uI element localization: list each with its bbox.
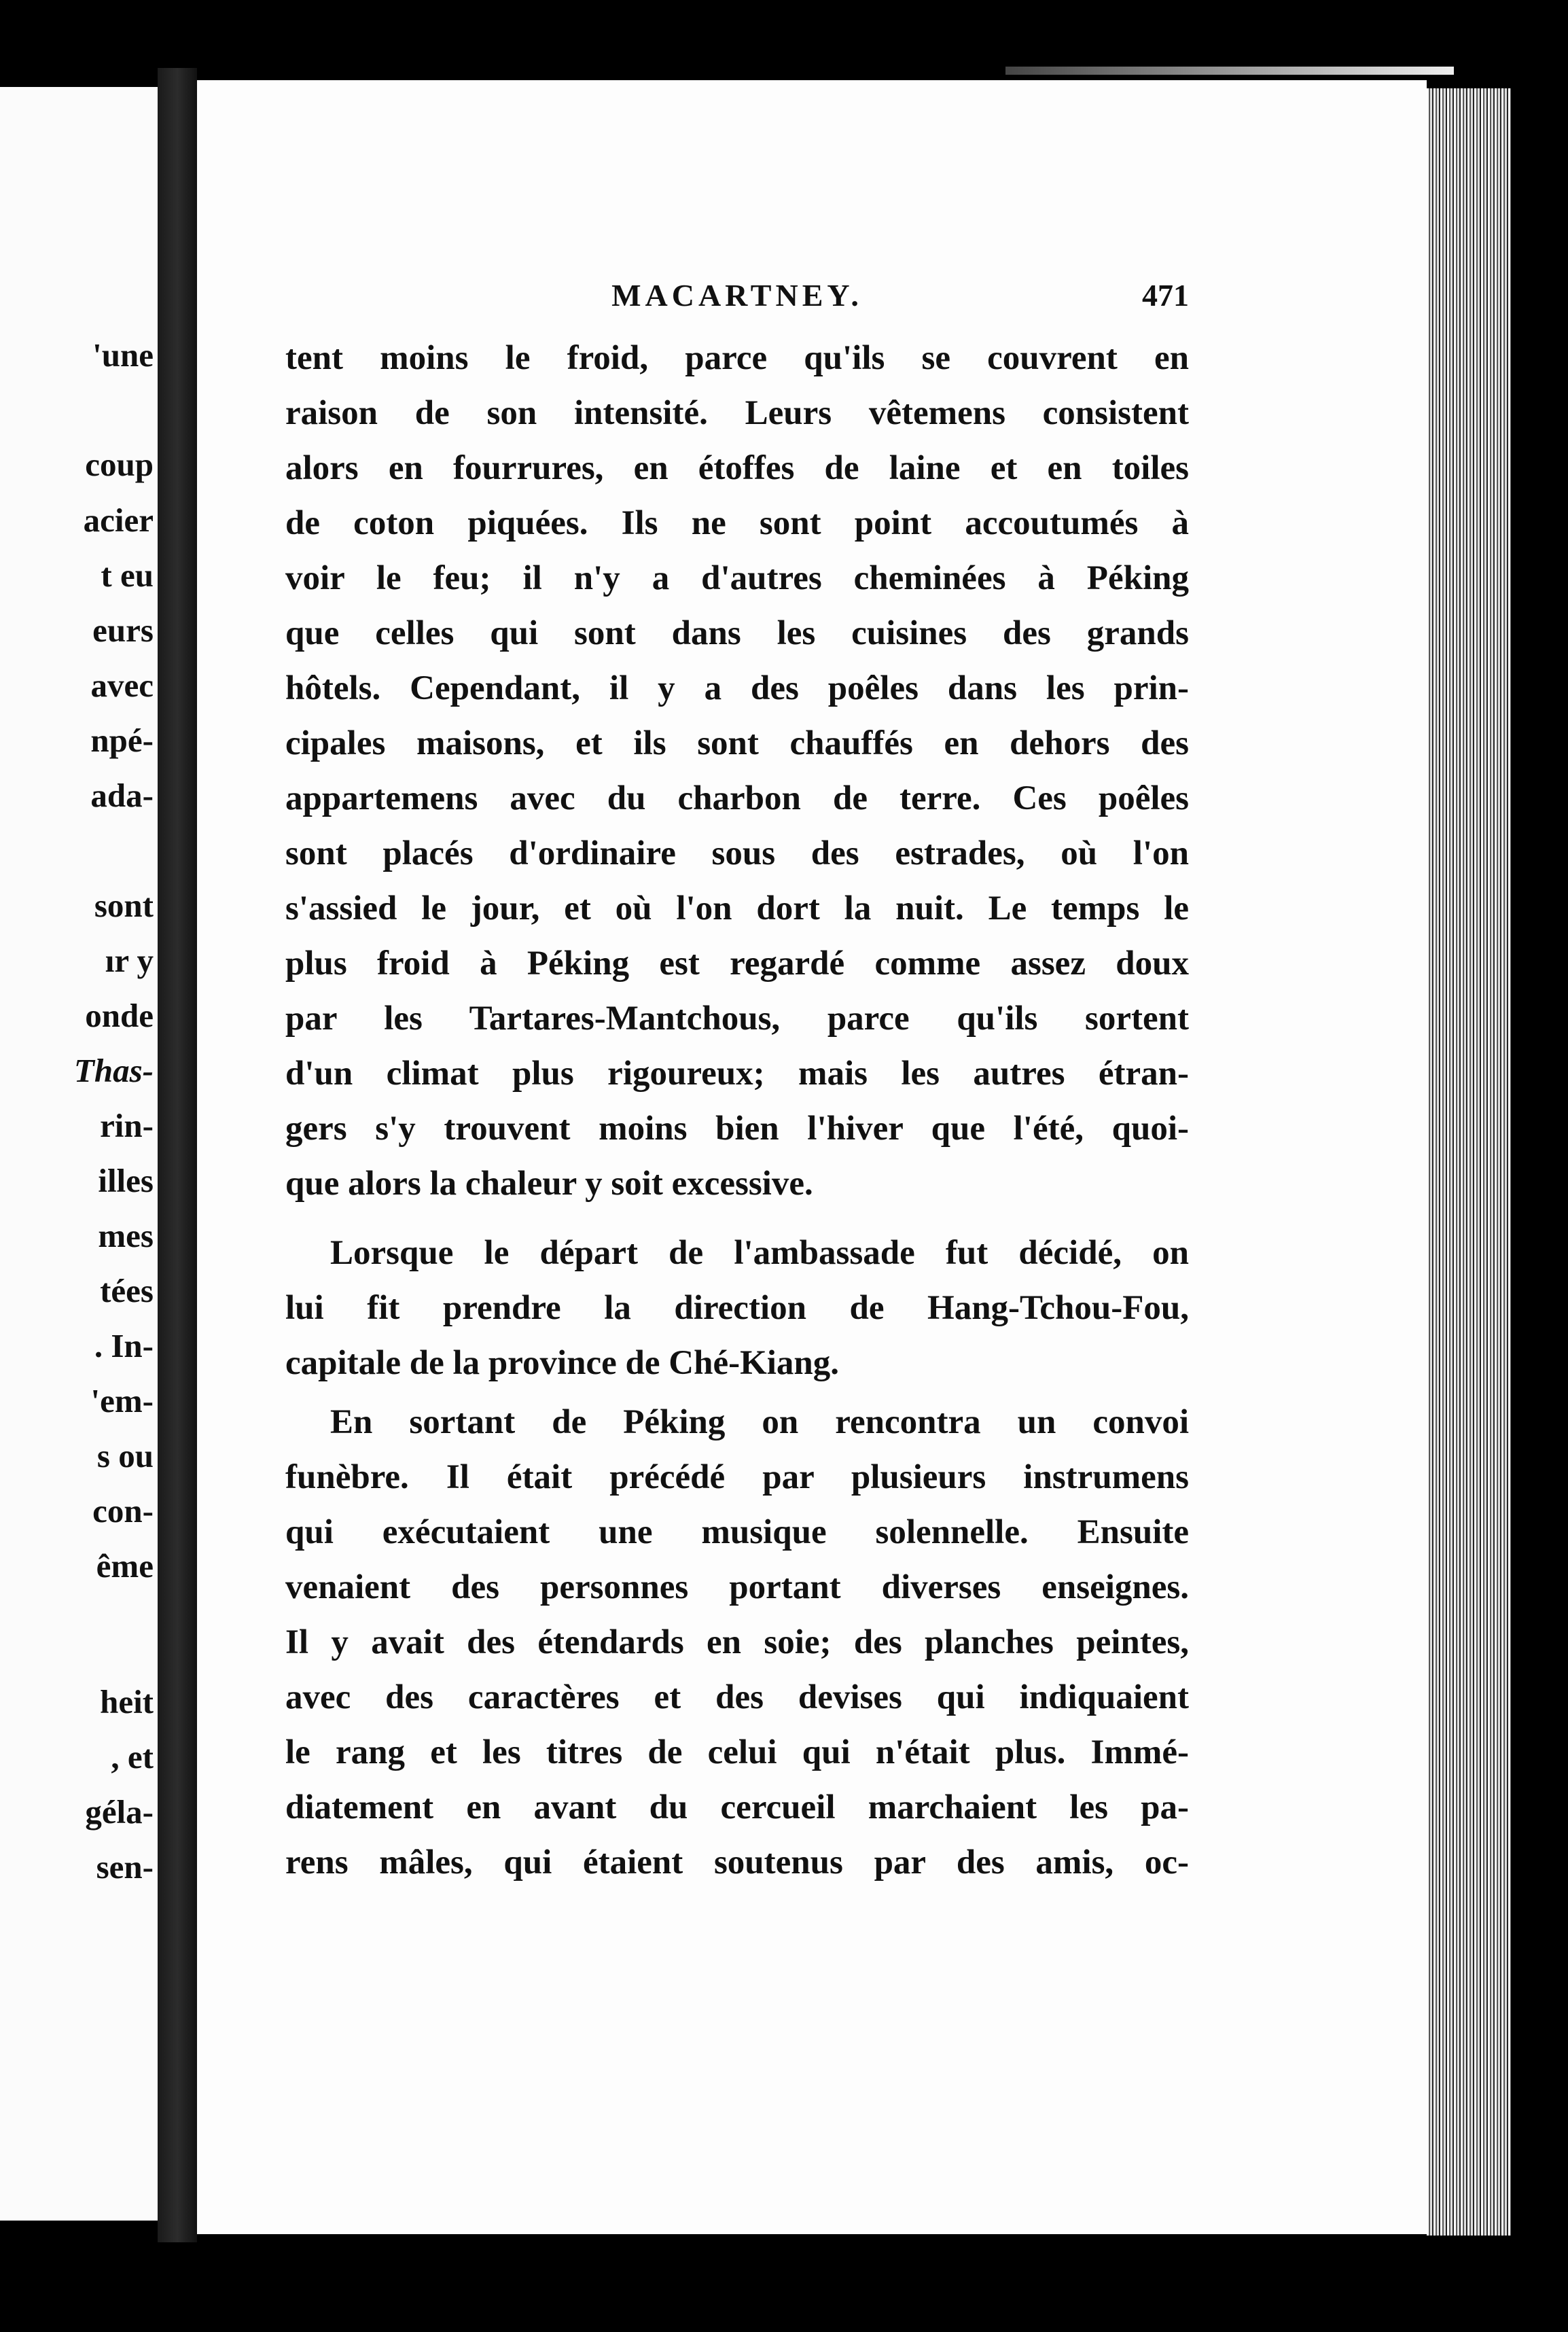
facing-page-line: con-	[92, 1492, 154, 1530]
facing-page-line: avec	[90, 667, 154, 704]
facing-page-line: Thas-	[73, 1052, 154, 1089]
facing-page-line: ada-	[90, 777, 154, 814]
text-line: alors en fourrures, en étoffes de laine et en toiles	[285, 449, 1189, 487]
facing-page-line: illes	[98, 1162, 154, 1199]
facing-page-line: t eu	[101, 556, 154, 594]
facing-page-line: 'une	[92, 336, 154, 374]
facing-page-line: acier	[83, 501, 154, 539]
text-line: tent moins le froid, parce qu'ils se couvrent en	[285, 339, 1189, 377]
book-gutter	[158, 68, 197, 2242]
text-line: d'un climat plus rigoureux; mais les autres étran-	[285, 1055, 1189, 1093]
text-line: gers s'y trouvent moins bien l'hiver que l'été, quoi-	[285, 1110, 1189, 1148]
text-line: rens mâles, qui étaient soutenus par des amis, oc-	[285, 1843, 1189, 1882]
page-number: 471	[1142, 278, 1189, 313]
text-line: cipales maisons, et ils sont chauffés en dehors des	[285, 724, 1189, 762]
facing-page-line: 'em-	[90, 1382, 154, 1419]
text-line: avec des caractères et des devises qui indiquaient	[285, 1678, 1189, 1716]
text-line: raison de son intensité. Leurs vêtemens consistent	[285, 394, 1189, 432]
text-line: le rang et les titres de celui qui n'était plus. Immé-	[285, 1733, 1189, 1771]
facing-page-line: , et	[111, 1738, 154, 1776]
facing-page-line: npé-	[90, 722, 154, 759]
text-line: de coton piquées. Ils ne sont point accoutumés à	[285, 504, 1189, 542]
facing-page-line: coup	[85, 446, 154, 483]
facing-page-line: eurs	[92, 612, 154, 649]
text-line: appartemens avec du charbon de terre. Ces poêles	[285, 779, 1189, 817]
running-head-title: MACARTNEY.	[611, 278, 863, 313]
facing-page-line: tées	[100, 1272, 154, 1309]
facing-page-line: ır y	[105, 942, 154, 979]
text-line: Il y avait des étendards en soie; des planches peintes,	[285, 1623, 1189, 1661]
facing-page-fragment	[0, 87, 158, 2221]
text-line: funèbre. Il était précédé par plusieurs instrumens	[285, 1458, 1189, 1496]
text-line: par les Tartares-Mantchous, parce qu'ils sortent	[285, 1000, 1189, 1038]
text-line: que celles qui sont dans les cuisines des grands	[285, 614, 1189, 652]
facing-page-line: sont	[94, 887, 154, 924]
running-head	[285, 277, 1189, 318]
text-line: plus froid à Péking est regardé comme assez doux	[285, 944, 1189, 983]
text-line: qui exécutaient une musique solennelle. Ensuite	[285, 1513, 1189, 1551]
facing-page-line: s ou	[96, 1437, 154, 1474]
facing-page-line: mes	[98, 1217, 154, 1254]
facing-page-line: onde	[85, 997, 154, 1034]
facing-page-line: géla-	[85, 1793, 154, 1831]
text-line: sont placés d'ordinaire sous des estrades, où l'on	[285, 834, 1189, 872]
facing-page-line: ême	[96, 1547, 154, 1585]
facing-page-line: rin-	[100, 1107, 154, 1144]
page-edge-shadow	[1005, 67, 1454, 75]
page-stack-edges	[1427, 88, 1511, 2236]
text-line: hôtels. Cependant, il y a des poêles dans les prin-	[285, 669, 1189, 707]
text-line: Lorsque le départ de l'ambassade fut décidé, on	[330, 1234, 1189, 1272]
text-line: lui fit prendre la direction de Hang-Tchou-Fou,	[285, 1289, 1189, 1327]
facing-page-line: . In-	[94, 1327, 154, 1364]
text-line: voir le feu; il n'y a d'autres cheminées à Péking	[285, 559, 1189, 597]
text-line: capitale de la province de Ché-Kiang.	[285, 1344, 840, 1382]
facing-page-line: heit	[100, 1683, 154, 1720]
text-line: venaient des personnes portant diverses enseignes.	[285, 1568, 1189, 1606]
text-line: s'assied le jour, et où l'on dort la nuit. Le temps le	[285, 889, 1189, 928]
facing-page-line: sen-	[96, 1848, 154, 1886]
text-line: que alors la chaleur y soit excessive.	[285, 1165, 813, 1203]
text-line: En sortant de Péking on rencontra un convoi	[330, 1403, 1189, 1441]
text-line: diatement en avant du cercueil marchaient les pa-	[285, 1788, 1189, 1826]
